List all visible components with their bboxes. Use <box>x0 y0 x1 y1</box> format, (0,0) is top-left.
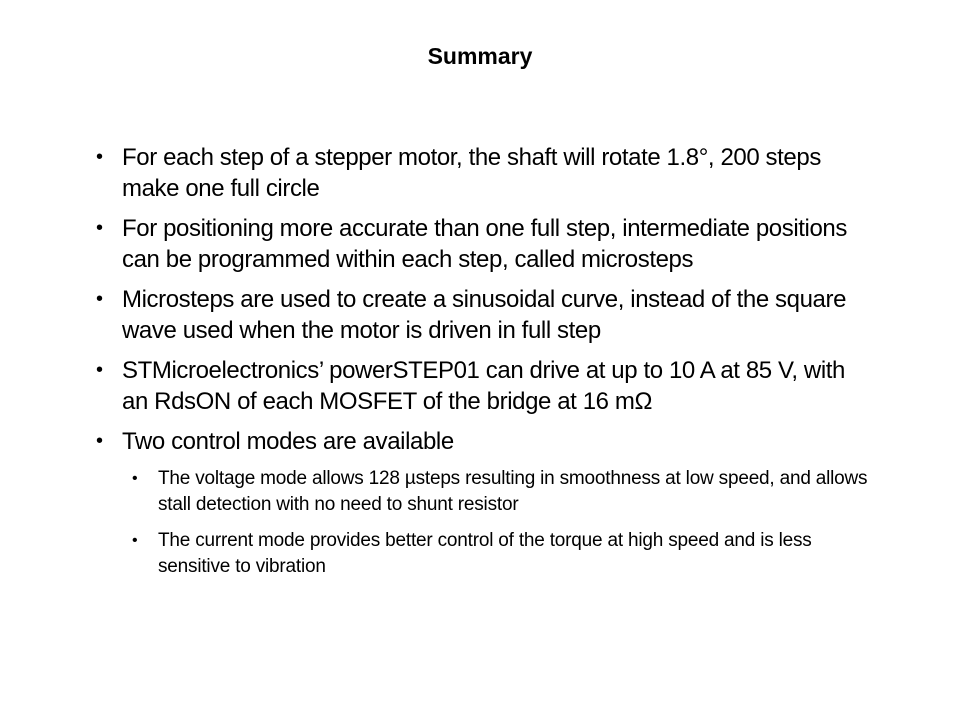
sub-bullet-text: The current mode provides better control of the torque at high speed and is less sensitive to vibration <box>158 530 812 577</box>
sub-bullet-item <box>132 466 876 518</box>
bullet-item <box>96 426 876 457</box>
bullet-item <box>96 284 876 346</box>
bullet-text: STMicroelectronics’ powerSTEP01 can drive at up to 10 A at 85 V, with an RdsON of each MOSFET of the bridge at 16 mΩ <box>122 357 846 415</box>
bullet-dot-icon: • <box>132 470 138 487</box>
bullet-text: Microsteps are used to create a sinusoidal curve, instead of the square wave used when the motor is driven in full step <box>122 286 847 344</box>
bullet-list <box>96 142 876 457</box>
bullet-text: For positioning more accurate than one full step, intermediate positions can be programmed within each step, called microsteps <box>122 215 847 273</box>
bullet-dot-icon: • <box>96 217 103 239</box>
bullet-text: Two control modes are available <box>122 428 454 455</box>
bullet-item <box>96 142 876 204</box>
bullet-item <box>96 213 876 275</box>
bullet-dot-icon: • <box>96 430 103 452</box>
sub-bullet-list <box>96 466 876 580</box>
bullet-dot-icon: • <box>132 532 138 549</box>
sub-bullet-text: The voltage mode allows 128 µsteps resulting in smoothness at low speed, and allows stall detection with no need to shunt resistor <box>158 468 868 515</box>
bullet-text: For each step of a stepper motor, the shaft will rotate 1.8°, 200 steps make one full circle <box>122 144 821 202</box>
slide-title: Summary <box>427 43 533 69</box>
sub-bullet-item <box>132 528 876 580</box>
bullet-item <box>96 355 876 417</box>
bullet-dot-icon: • <box>96 288 103 310</box>
bullet-dot-icon: • <box>96 146 103 168</box>
bullet-list-container <box>96 142 876 590</box>
bullet-dot-icon: • <box>96 359 103 381</box>
